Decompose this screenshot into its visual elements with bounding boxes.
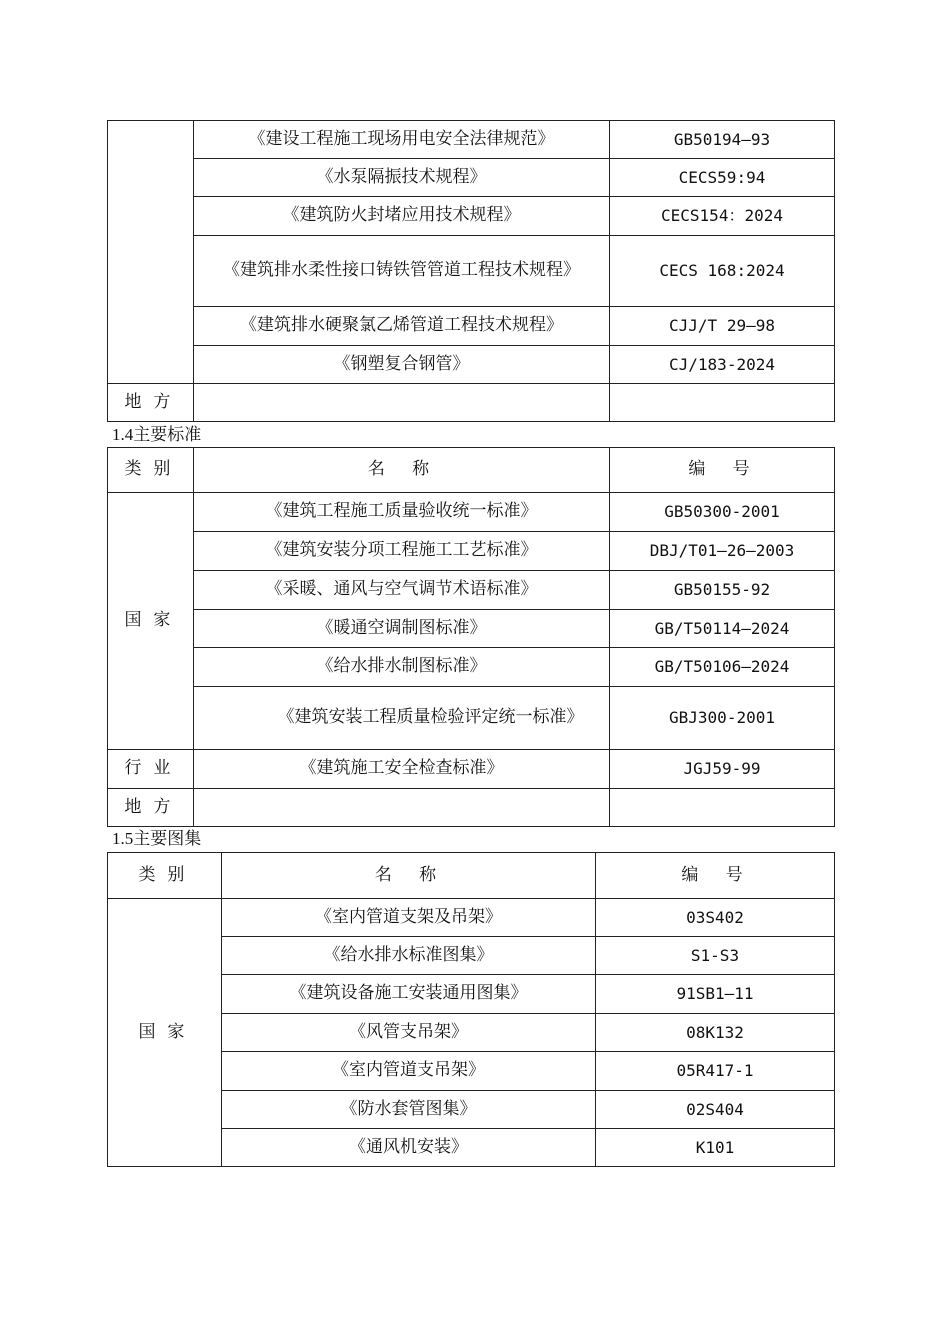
table-row <box>108 648 835 687</box>
header-name: 名称 <box>222 853 596 899</box>
standard-name: 《暖通空调制图标准》 <box>194 610 610 648</box>
main-standards-table <box>107 447 835 827</box>
standard-code: DBJ/T01—26—2003 <box>610 532 835 571</box>
category-industry: 行业 <box>108 750 194 789</box>
table-row <box>108 121 835 159</box>
header-name: 名称 <box>194 448 610 493</box>
atlas-name: 《通风机安装》 <box>222 1129 596 1167</box>
standard-name: 《建筑安装分项工程施工工艺标准》 <box>194 532 610 571</box>
standard-name: 《建筑排水硬聚氯乙烯管道工程技术规程》 <box>194 307 610 346</box>
table-row <box>108 493 835 532</box>
category-national: 国家 <box>108 493 194 750</box>
atlas-name: 《给水排水标准图集》 <box>222 937 596 975</box>
standard-code: GB/T50114—2024 <box>610 610 835 648</box>
table-row <box>108 610 835 648</box>
standard-code: GB50300-2001 <box>610 493 835 532</box>
header-category: 类别 <box>108 853 222 899</box>
atlas-name: 《室内管道支架及吊架》 <box>222 899 596 937</box>
standard-name: 《建筑排水柔性接口铸铁管管道工程技术规程》 <box>194 236 610 307</box>
header-category: 类别 <box>108 448 194 493</box>
empty-cell <box>610 789 835 827</box>
atlas-name: 《防水套管图集》 <box>222 1091 596 1129</box>
atlas-code: S1-S3 <box>596 937 835 975</box>
standard-code: GB50194—93 <box>610 121 835 159</box>
atlas-code: 91SB1—11 <box>596 975 835 1014</box>
standard-code: CECS59:94 <box>610 159 835 197</box>
standard-name: 《建设工程施工现场用电安全法律规范》 <box>194 121 610 159</box>
standards-table-continued <box>107 120 835 422</box>
table-row <box>108 159 835 197</box>
table-header-row <box>108 448 835 493</box>
atlas-code: 02S404 <box>596 1091 835 1129</box>
atlas-name: 《风管支吊架》 <box>222 1014 596 1052</box>
table-row <box>108 750 835 789</box>
atlas-code: 03S402 <box>596 899 835 937</box>
section-heading-1-5: 1.5主要图集 <box>112 829 202 848</box>
table-row <box>108 197 835 236</box>
empty-cell <box>194 789 610 827</box>
header-code: 编号 <box>596 853 835 899</box>
standard-code: CECS 168:2024 <box>610 236 835 307</box>
category-local: 地方 <box>108 789 194 827</box>
standard-code: GBJ300-2001 <box>610 687 835 750</box>
standard-name: 《建筑防火封堵应用技术规程》 <box>194 197 610 236</box>
atlas-code: 08K132 <box>596 1014 835 1052</box>
table-row <box>108 899 835 937</box>
standard-code: CJJ/T 29—98 <box>610 307 835 346</box>
table-row <box>108 571 835 610</box>
table-row <box>108 532 835 571</box>
standard-name: 《建筑安装工程质量检验评定统一标准》 <box>194 687 610 750</box>
standard-name: 《给水排水制图标准》 <box>194 648 610 687</box>
standard-code: GB/T50106—2024 <box>610 648 835 687</box>
table-row <box>108 384 835 422</box>
empty-cell <box>610 384 835 422</box>
atlas-code: K101 <box>596 1129 835 1167</box>
standard-name: 《采暖、通风与空气调节术语标准》 <box>194 571 610 610</box>
standard-name: 《建筑工程施工质量验收统一标准》 <box>194 493 610 532</box>
atlas-name: 《室内管道支吊架》 <box>222 1052 596 1091</box>
standard-name: 《建筑施工安全检查标准》 <box>194 750 610 789</box>
standard-code: GB50155-92 <box>610 571 835 610</box>
atlas-name: 《建筑设备施工安装通用图集》 <box>222 975 596 1014</box>
standard-code: JGJ59-99 <box>610 750 835 789</box>
section-heading-1-4: 1.4主要标准 <box>112 425 202 444</box>
atlas-code: 05R417-1 <box>596 1052 835 1091</box>
standard-code: CECS154：2024 <box>610 197 835 236</box>
category-local: 地方 <box>108 384 194 422</box>
table-header-row <box>108 853 835 899</box>
standard-name: 《钢塑复合钢管》 <box>194 346 610 384</box>
main-atlas-table <box>107 852 835 1167</box>
header-code: 编号 <box>610 448 835 493</box>
table-row <box>108 789 835 827</box>
table-row <box>108 687 835 750</box>
standard-name: 《水泵隔振技术规程》 <box>194 159 610 197</box>
category-cell-empty <box>108 121 194 384</box>
empty-cell <box>194 384 610 422</box>
table-row <box>108 346 835 384</box>
table-row <box>108 307 835 346</box>
category-national: 国家 <box>108 899 222 1167</box>
table-row <box>108 236 835 307</box>
standard-code: CJ/183-2024 <box>610 346 835 384</box>
